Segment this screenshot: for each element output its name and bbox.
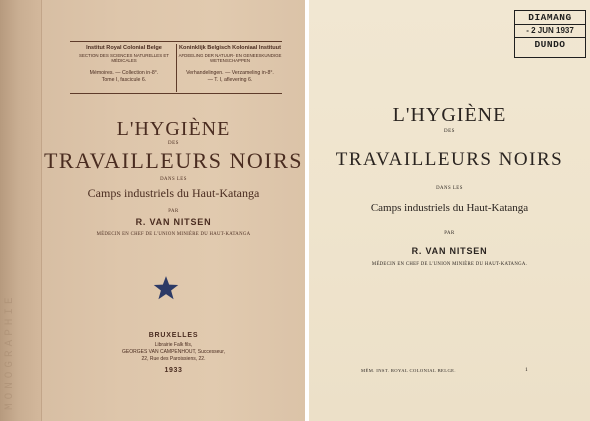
volume-fr: Tome I, fascicule 6. xyxy=(101,76,147,83)
stamp-line3: DUNDO xyxy=(534,39,566,50)
stamp-date: - 2 JUN 1937 xyxy=(515,25,585,38)
book-spine xyxy=(0,0,42,421)
title-page-author: R. VAN NITSEN xyxy=(411,246,488,256)
institute-name-nl: Koninklijk Belgisch Koloniaal Instituut xyxy=(179,45,281,51)
cover-par: PAR xyxy=(168,209,179,214)
header-divider xyxy=(176,44,177,92)
section-name-fr: SECTION DES SCIENCES NATURELLES ET MÉDICALES xyxy=(79,53,169,64)
spine-label: MONOGRAPHIE xyxy=(4,293,16,410)
title-page-dans-les: DANS LES xyxy=(436,186,463,191)
cover-author: R. VAN NITSEN xyxy=(135,217,212,227)
series-nl: Verhandelingen. — Verzameling in-8°. xyxy=(186,69,274,76)
title-page-title-line1: L'HYGIÈNE xyxy=(392,104,507,126)
publisher-line3: 22, Rue des Paroissiens, 22. xyxy=(141,356,206,362)
title-page-author-role: MÉDECIN EN CHEF DE L'UNION MINIÈRE DU HAUT-KATANGA. xyxy=(371,262,528,267)
title-page-title-line2: TRAVAILLEURS NOIRS xyxy=(335,149,564,170)
title-page-subtitle: Camps industriels du Haut-Katanga xyxy=(370,202,529,214)
star-icon xyxy=(153,275,179,301)
header-top-rule xyxy=(70,41,282,42)
section-name-nl: AFDEELING DER NATUUR- EN GENEESKUNDIGE WETENSCHAPPEN xyxy=(178,53,282,64)
publication-year: 1933 xyxy=(164,367,183,374)
stamp-line1: DIAMANG xyxy=(515,11,585,25)
cover-title-line2: TRAVAILLEURS NOIRS xyxy=(43,148,304,173)
cover-title-line1: L'HYGIÈNE xyxy=(116,118,231,140)
page-number: 1 xyxy=(525,367,528,373)
institute-name-fr: Institut Royal Colonial Belge xyxy=(86,45,162,51)
publisher-line2: GEORGES VAN CAMPENHOUT, Successeur, xyxy=(122,349,225,355)
title-page-par: PAR xyxy=(444,231,455,236)
title-page xyxy=(309,0,590,421)
publisher-city: BRUXELLES xyxy=(148,332,199,339)
header-bottom-rule xyxy=(70,93,282,94)
cover-author-role: MÉDECIN EN CHEF DE L'UNION MINIÈRE DU HAUT-KATANGA xyxy=(96,232,251,237)
library-stamp xyxy=(514,10,586,58)
title-page-des: DES xyxy=(444,129,455,134)
cover-dans-les: DANS LES xyxy=(160,177,187,182)
cover-des: DES xyxy=(168,141,179,146)
header-french xyxy=(72,44,176,84)
header-dutch xyxy=(178,44,282,84)
cover-content xyxy=(42,0,305,421)
publisher-line1: Librairie Falk fils, xyxy=(154,342,193,348)
page-footer: MÉM. INST. ROYAL COLONIAL BELGE. xyxy=(361,368,456,373)
cover-subtitle: Camps industriels du Haut-Katanga xyxy=(87,186,260,200)
series-fr: Mémoires. — Collection in-8°. xyxy=(89,69,159,76)
volume-nl: — T. I, aflevering 6. xyxy=(207,76,253,83)
